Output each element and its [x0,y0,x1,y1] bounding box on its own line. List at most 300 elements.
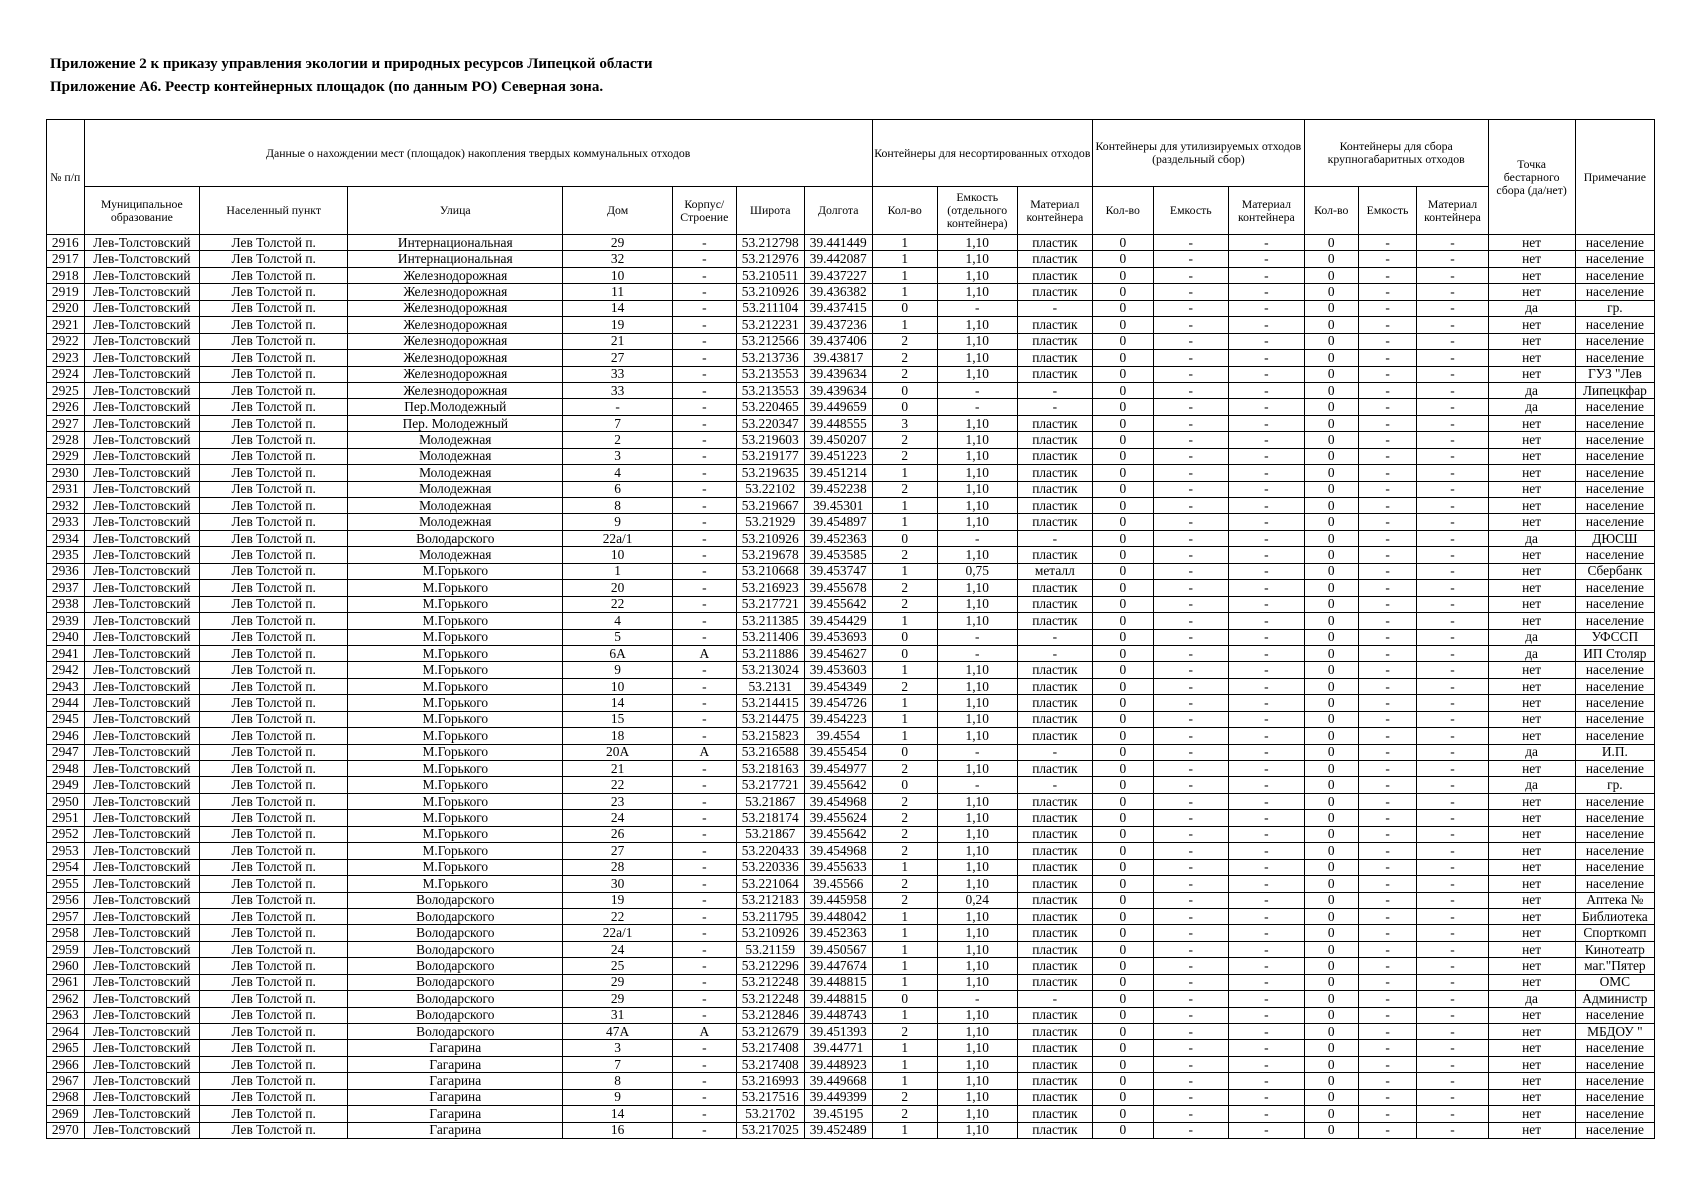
cell-recycle-material: - [1228,761,1304,777]
cell-note: население [1575,1007,1654,1023]
cell-bulky-capacity: - [1358,678,1417,694]
cell-bulky-count: 0 [1304,678,1358,694]
cell-settlement: Лев Толстой п. [200,1073,348,1089]
cell-settlement: Лев Толстой п. [200,1056,348,1072]
header-unsorted-capacity: Емкость (отдельного контейнера) [937,187,1017,235]
cell-street: Железнодорожная [348,382,563,398]
cell-recycle-capacity: - [1153,859,1228,875]
cell-municipality: Лев-Толстовский [84,958,200,974]
cell-bulky-capacity: - [1358,333,1417,349]
cell-num: 2917 [47,251,85,267]
cell-house: 24 [563,941,673,957]
cell-bulky-count: 0 [1304,448,1358,464]
cell-house: 10 [563,267,673,283]
cell-lon: 39.450567 [804,941,872,957]
cell-note: УФССП [1575,629,1654,645]
cell-municipality: Лев-Толстовский [84,662,200,678]
cell-note: Библиотека [1575,908,1654,924]
cell-unsorted-capacity: 1,10 [937,267,1017,283]
cell-unsorted-material: пластик [1017,876,1092,892]
cell-recycle-material: - [1228,925,1304,941]
cell-bulky-material: - [1417,1056,1488,1072]
cell-bulky-material: - [1417,284,1488,300]
cell-unsorted-material: пластик [1017,415,1092,431]
cell-lon: 39.455642 [804,826,872,842]
cell-note: население [1575,1040,1654,1056]
cell-building: - [672,991,736,1007]
cell-municipality: Лев-Толстовский [84,432,200,448]
cell-recycle-count: 0 [1092,514,1153,530]
cell-municipality: Лев-Толстовский [84,1024,200,1040]
cell-street: Гагарина [348,1122,563,1138]
table-row [47,399,1655,415]
cell-recycle-material: - [1228,563,1304,579]
cell-unsorted-capacity: 1,10 [937,1122,1017,1138]
cell-num: 2968 [47,1089,85,1105]
cell-recycle-material: - [1228,432,1304,448]
cell-lon: 39.448815 [804,974,872,990]
table-row [47,761,1655,777]
cell-building: - [672,1073,736,1089]
table-row [47,892,1655,908]
cell-unsorted-count: 2 [872,432,937,448]
cell-bulky-count: 0 [1304,793,1358,809]
header-unsorted-group: Контейнеры для несортированных отходов [872,120,1092,187]
cell-unsorted-count: 2 [872,596,937,612]
header-settlement: Населенный пункт [200,187,348,235]
cell-building: - [672,1122,736,1138]
cell-recycle-material: - [1228,876,1304,892]
cell-lon: 39.454349 [804,678,872,694]
cell-lat: 53.210926 [736,925,804,941]
cell-recycle-capacity: - [1153,300,1228,316]
cell-bulky-material: - [1417,235,1488,251]
cell-recycle-count: 0 [1092,1106,1153,1122]
cell-municipality: Лев-Толстовский [84,991,200,1007]
cell-lon: 39.437406 [804,333,872,349]
cell-bulky-capacity: - [1358,1106,1417,1122]
cell-bulky-capacity: - [1358,1024,1417,1040]
cell-recycle-count: 0 [1092,448,1153,464]
cell-note: ГУЗ "Лев [1575,366,1654,382]
cell-lat: 53.219603 [736,432,804,448]
cell-note: население [1575,1056,1654,1072]
cell-bulky-count: 0 [1304,1106,1358,1122]
cell-bagless: нет [1488,826,1575,842]
cell-unsorted-capacity: 1,10 [937,366,1017,382]
cell-recycle-material: - [1228,235,1304,251]
header-building: Корпус/ Строение [672,187,736,235]
cell-note: население [1575,843,1654,859]
cell-bulky-count: 0 [1304,941,1358,957]
cell-unsorted-count: 1 [872,695,937,711]
cell-lat: 53.214415 [736,695,804,711]
cell-recycle-capacity: - [1153,958,1228,974]
cell-note: население [1575,432,1654,448]
cell-bulky-material: - [1417,941,1488,957]
cell-house: 8 [563,1073,673,1089]
cell-lat: 53.212798 [736,235,804,251]
cell-settlement: Лев Толстой п. [200,547,348,563]
cell-house: 23 [563,793,673,809]
cell-unsorted-capacity: 1,10 [937,235,1017,251]
cell-bagless: нет [1488,613,1575,629]
cell-bagless: да [1488,645,1575,661]
cell-unsorted-count: 1 [872,662,937,678]
cell-bulky-count: 0 [1304,1089,1358,1105]
cell-num: 2963 [47,1007,85,1023]
table-row [47,1007,1655,1023]
cell-recycle-material: - [1228,859,1304,875]
cell-lon: 39.453603 [804,662,872,678]
cell-building: - [672,580,736,596]
cell-unsorted-capacity: 1,10 [937,284,1017,300]
cell-recycle-count: 0 [1092,399,1153,415]
cell-unsorted-capacity: 1,10 [937,1073,1017,1089]
cell-bagless: нет [1488,1106,1575,1122]
cell-unsorted-material: пластик [1017,547,1092,563]
cell-recycle-count: 0 [1092,761,1153,777]
cell-street: М.Горького [348,613,563,629]
cell-building: - [672,941,736,957]
cell-settlement: Лев Толстой п. [200,859,348,875]
cell-unsorted-count: 1 [872,974,937,990]
cell-lon: 39.448815 [804,991,872,1007]
cell-recycle-material: - [1228,974,1304,990]
cell-lat: 53.212679 [736,1024,804,1040]
cell-lat: 53.213024 [736,662,804,678]
cell-recycle-capacity: - [1153,530,1228,546]
cell-lat: 53.221064 [736,876,804,892]
cell-recycle-count: 0 [1092,235,1153,251]
cell-house: 22 [563,777,673,793]
cell-settlement: Лев Толстой п. [200,1024,348,1040]
cell-unsorted-capacity: 1,10 [937,350,1017,366]
cell-unsorted-material: пластик [1017,859,1092,875]
cell-recycle-material: - [1228,498,1304,514]
cell-street: Гагарина [348,1073,563,1089]
cell-recycle-count: 0 [1092,596,1153,612]
cell-recycle-capacity: - [1153,1024,1228,1040]
cell-recycle-material: - [1228,744,1304,760]
cell-unsorted-count: 1 [872,235,937,251]
cell-recycle-material: - [1228,481,1304,497]
cell-note: гр. [1575,777,1654,793]
cell-bulky-capacity: - [1358,859,1417,875]
cell-bulky-capacity: - [1358,284,1417,300]
cell-recycle-capacity: - [1153,514,1228,530]
cell-settlement: Лев Толстой п. [200,810,348,826]
cell-building: - [672,1056,736,1072]
cell-num: 2945 [47,711,85,727]
cell-lat: 53.217408 [736,1040,804,1056]
cell-lat: 53.212296 [736,958,804,974]
cell-municipality: Лев-Толстовский [84,366,200,382]
cell-house: 10 [563,547,673,563]
cell-lon: 39.437415 [804,300,872,316]
cell-lat: 53.211104 [736,300,804,316]
cell-note: Кинотеатр [1575,941,1654,957]
cell-bulky-material: - [1417,761,1488,777]
cell-bulky-capacity: - [1358,991,1417,1007]
cell-settlement: Лев Толстой п. [200,350,348,366]
cell-num: 2941 [47,645,85,661]
cell-municipality: Лев-Толстовский [84,580,200,596]
cell-bagless: нет [1488,695,1575,711]
cell-bulky-material: - [1417,925,1488,941]
cell-unsorted-material: пластик [1017,267,1092,283]
cell-recycle-count: 0 [1092,1089,1153,1105]
table-row [47,613,1655,629]
cell-recycle-capacity: - [1153,267,1228,283]
table-row [47,991,1655,1007]
cell-recycle-capacity: - [1153,350,1228,366]
cell-note: Липецкфар [1575,382,1654,398]
cell-bulky-material: - [1417,613,1488,629]
cell-building: - [672,1089,736,1105]
cell-settlement: Лев Толстой п. [200,1040,348,1056]
cell-unsorted-capacity: 1,10 [937,415,1017,431]
cell-lat: 53.21867 [736,826,804,842]
cell-num: 2967 [47,1073,85,1089]
cell-municipality: Лев-Толстовский [84,859,200,875]
header-recycle-count: Кол-во [1092,187,1153,235]
cell-lon: 39.452489 [804,1122,872,1138]
cell-bulky-capacity: - [1358,251,1417,267]
cell-recycle-capacity: - [1153,1040,1228,1056]
cell-bagless: нет [1488,1007,1575,1023]
cell-recycle-count: 0 [1092,1024,1153,1040]
cell-unsorted-count: 2 [872,481,937,497]
cell-recycle-count: 0 [1092,498,1153,514]
cell-recycle-material: - [1228,448,1304,464]
cell-municipality: Лев-Толстовский [84,695,200,711]
cell-unsorted-capacity: 1,10 [937,333,1017,349]
cell-house: 6 [563,481,673,497]
cell-bagless: нет [1488,1073,1575,1089]
cell-settlement: Лев Толстой п. [200,908,348,924]
cell-num: 2929 [47,448,85,464]
cell-bulky-count: 0 [1304,974,1358,990]
cell-municipality: Лев-Толстовский [84,350,200,366]
cell-recycle-count: 0 [1092,530,1153,546]
cell-lon: 39.442087 [804,251,872,267]
cell-house: 21 [563,333,673,349]
cell-building: - [672,465,736,481]
cell-unsorted-material: пластик [1017,251,1092,267]
cell-note: ИП Столяр [1575,645,1654,661]
cell-bulky-material: - [1417,317,1488,333]
cell-note: население [1575,826,1654,842]
cell-recycle-material: - [1228,711,1304,727]
cell-bulky-capacity: - [1358,514,1417,530]
cell-bagless: да [1488,300,1575,316]
cell-recycle-capacity: - [1153,415,1228,431]
cell-lon: 39.439634 [804,382,872,398]
cell-bagless: нет [1488,958,1575,974]
cell-bagless: да [1488,382,1575,398]
cell-bulky-count: 0 [1304,284,1358,300]
cell-num: 2962 [47,991,85,1007]
cell-unsorted-material: пластик [1017,465,1092,481]
cell-unsorted-count: 2 [872,547,937,563]
cell-lon: 39.450207 [804,432,872,448]
cell-num: 2948 [47,761,85,777]
cell-building: - [672,974,736,990]
cell-settlement: Лев Толстой п. [200,728,348,744]
cell-recycle-material: - [1228,382,1304,398]
cell-recycle-material: - [1228,843,1304,859]
cell-settlement: Лев Толстой п. [200,563,348,579]
cell-unsorted-material: пластик [1017,596,1092,612]
cell-recycle-capacity: - [1153,678,1228,694]
cell-municipality: Лев-Толстовский [84,333,200,349]
cell-settlement: Лев Толстой п. [200,596,348,612]
cell-settlement: Лев Толстой п. [200,793,348,809]
cell-settlement: Лев Толстой п. [200,514,348,530]
cell-settlement: Лев Толстой п. [200,317,348,333]
cell-bulky-material: - [1417,1122,1488,1138]
cell-unsorted-capacity: - [937,777,1017,793]
cell-lon: 39.448555 [804,415,872,431]
cell-recycle-capacity: - [1153,695,1228,711]
cell-note: население [1575,695,1654,711]
cell-municipality: Лев-Толстовский [84,1122,200,1138]
table-row [47,563,1655,579]
cell-lat: 53.213736 [736,350,804,366]
cell-unsorted-capacity: 1,10 [937,432,1017,448]
cell-settlement: Лев Толстой п. [200,580,348,596]
cell-bulky-count: 0 [1304,892,1358,908]
cell-recycle-capacity: - [1153,761,1228,777]
cell-municipality: Лев-Толстовский [84,267,200,283]
cell-bulky-capacity: - [1358,941,1417,957]
cell-recycle-count: 0 [1092,547,1153,563]
cell-recycle-capacity: - [1153,1106,1228,1122]
cell-recycle-count: 0 [1092,267,1153,283]
cell-street: Молодежная [348,498,563,514]
cell-bulky-count: 0 [1304,925,1358,941]
cell-lat: 53.220336 [736,859,804,875]
cell-bulky-capacity: - [1358,547,1417,563]
cell-recycle-count: 0 [1092,563,1153,579]
cell-bagless: нет [1488,596,1575,612]
cell-recycle-capacity: - [1153,1122,1228,1138]
cell-unsorted-count: 1 [872,1073,937,1089]
cell-unsorted-material: - [1017,399,1092,415]
table-row [47,662,1655,678]
cell-unsorted-material: пластик [1017,695,1092,711]
table-row [47,481,1655,497]
cell-street: М.Горького [348,711,563,727]
cell-building: - [672,514,736,530]
cell-bulky-capacity: - [1358,317,1417,333]
cell-recycle-material: - [1228,366,1304,382]
cell-unsorted-capacity: 1,10 [937,810,1017,826]
cell-building: - [672,613,736,629]
cell-unsorted-capacity: 1,10 [937,1024,1017,1040]
cell-recycle-material: - [1228,678,1304,694]
cell-street: Интернациональная [348,235,563,251]
cell-unsorted-material: пластик [1017,1040,1092,1056]
cell-settlement: Лев Толстой п. [200,465,348,481]
cell-bagless: нет [1488,1040,1575,1056]
cell-recycle-count: 0 [1092,1040,1153,1056]
cell-unsorted-count: 0 [872,645,937,661]
cell-municipality: Лев-Толстовский [84,251,200,267]
cell-street: Володарского [348,908,563,924]
cell-bulky-material: - [1417,596,1488,612]
cell-bagless: нет [1488,974,1575,990]
cell-bulky-capacity: - [1358,925,1417,941]
cell-bulky-count: 0 [1304,1056,1358,1072]
cell-street: М.Горького [348,810,563,826]
cell-note: население [1575,415,1654,431]
cell-bulky-count: 0 [1304,859,1358,875]
cell-settlement: Лев Толстой п. [200,382,348,398]
header-bagless: Точка бестарного сбора (да/нет) [1488,120,1575,235]
cell-municipality: Лев-Толстовский [84,284,200,300]
cell-lat: 53.21929 [736,514,804,530]
cell-lon: 39.454223 [804,711,872,727]
cell-bulky-count: 0 [1304,317,1358,333]
cell-bagless: нет [1488,514,1575,530]
cell-unsorted-count: 0 [872,300,937,316]
cell-bulky-count: 0 [1304,645,1358,661]
cell-recycle-material: - [1228,333,1304,349]
cell-building: - [672,859,736,875]
cell-unsorted-capacity: 1,10 [937,1007,1017,1023]
cell-bulky-count: 0 [1304,695,1358,711]
cell-settlement: Лев Толстой п. [200,415,348,431]
cell-bulky-capacity: - [1358,350,1417,366]
cell-recycle-material: - [1228,892,1304,908]
cell-building: - [672,530,736,546]
cell-settlement: Лев Толстой п. [200,925,348,941]
cell-bulky-capacity: - [1358,777,1417,793]
cell-street: Пер. Молодежный [348,415,563,431]
cell-lat: 53.220347 [736,415,804,431]
cell-bulky-count: 0 [1304,498,1358,514]
cell-lon: 39.455642 [804,777,872,793]
cell-num: 2952 [47,826,85,842]
cell-recycle-capacity: - [1153,498,1228,514]
cell-unsorted-count: 1 [872,728,937,744]
cell-unsorted-count: 2 [872,448,937,464]
cell-bulky-material: - [1417,1007,1488,1023]
cell-street: М.Горького [348,662,563,678]
cell-unsorted-capacity: 1,10 [937,826,1017,842]
cell-unsorted-material: - [1017,645,1092,661]
cell-settlement: Лев Толстой п. [200,991,348,1007]
cell-unsorted-capacity: 1,10 [937,317,1017,333]
cell-bulky-capacity: - [1358,843,1417,859]
cell-num: 2924 [47,366,85,382]
cell-bulky-material: - [1417,744,1488,760]
cell-bagless: нет [1488,415,1575,431]
cell-recycle-count: 0 [1092,481,1153,497]
cell-street: М.Горького [348,793,563,809]
cell-unsorted-capacity: 1,10 [937,251,1017,267]
cell-lon: 39.453585 [804,547,872,563]
table-row [47,366,1655,382]
cell-settlement: Лев Толстой п. [200,711,348,727]
cell-bulky-count: 0 [1304,662,1358,678]
cell-street: Володарского [348,892,563,908]
cell-house: 29 [563,974,673,990]
cell-unsorted-count: 1 [872,317,937,333]
cell-note: население [1575,350,1654,366]
